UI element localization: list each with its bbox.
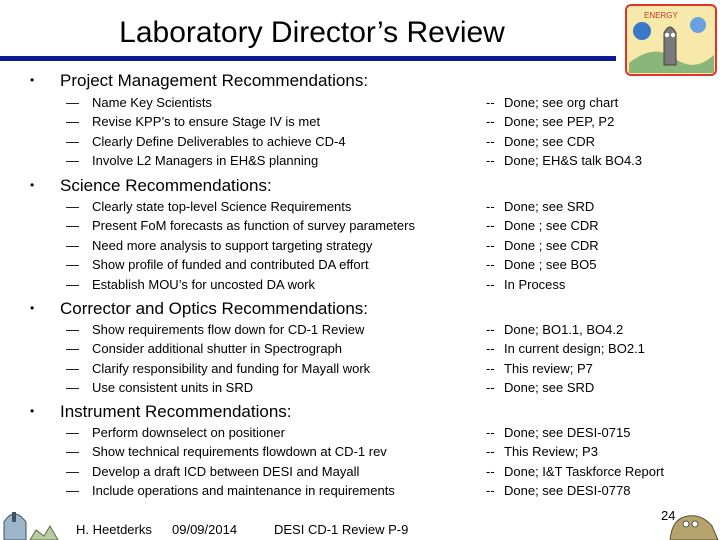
status-prefix: -- <box>486 380 495 395</box>
dash-marker: — <box>66 95 79 110</box>
slide-title: Laboratory Director’s Review <box>119 16 505 49</box>
dash-marker: — <box>66 361 79 376</box>
recommendation-status <box>486 216 599 235</box>
recommendation-status <box>486 359 593 378</box>
recommendation-status <box>486 112 614 131</box>
dash-marker: — <box>66 134 79 149</box>
status-text: Done ; see CDR <box>504 238 599 253</box>
status-text: Done; EH&S talk BO4.3 <box>504 153 643 168</box>
status-text: This Review; P3 <box>504 444 598 459</box>
status-text: Done; see SRD <box>504 380 595 395</box>
recommendation-text: Show profile of funded and contributed DA effort <box>92 257 369 272</box>
recommendation-status <box>486 197 594 216</box>
status-prefix: -- <box>486 257 495 272</box>
recommendation-item <box>66 197 351 216</box>
section-heading-text: Instrument Recommendations: <box>60 402 292 421</box>
recommendation-item <box>66 442 387 461</box>
status-prefix: -- <box>486 277 495 292</box>
recommendation-item <box>66 423 285 442</box>
section-heading <box>30 297 368 320</box>
status-text: Done; see PEP, P2 <box>504 114 615 129</box>
recommendation-item <box>66 359 370 378</box>
recommendation-status <box>486 275 565 294</box>
dash-marker: — <box>66 464 79 479</box>
section-heading <box>30 174 272 197</box>
dash-marker: — <box>66 114 79 129</box>
status-prefix: -- <box>486 199 495 214</box>
dash-marker: — <box>66 425 79 440</box>
recommendation-text: Clearly state top-level Science Requirements <box>92 199 352 214</box>
recommendation-item <box>66 339 342 358</box>
bullet-marker: • <box>30 301 35 315</box>
recommendation-status <box>486 423 630 442</box>
dash-marker: — <box>66 277 79 292</box>
recommendation-item <box>66 216 415 235</box>
recommendation-text: Use consistent units in SRD <box>92 380 254 395</box>
dash-marker: — <box>66 153 79 168</box>
page-number: 24 <box>661 508 676 523</box>
dash-marker: — <box>66 380 79 395</box>
status-prefix: -- <box>486 341 495 356</box>
dash-marker: — <box>66 483 79 498</box>
status-text: Done; see DESI-0715 <box>504 425 631 440</box>
bullet-marker: • <box>30 73 35 87</box>
recommendation-item <box>66 132 346 151</box>
dash-marker: — <box>66 257 79 272</box>
recommendation-text: Show requirements flow down for CD-1 Review <box>92 322 365 337</box>
telescope-dome-icon <box>0 496 62 540</box>
recommendation-text: Need more analysis to support targeting strategy <box>92 238 373 253</box>
status-prefix: -- <box>486 153 495 168</box>
status-text: This review; P7 <box>504 361 593 376</box>
status-prefix: -- <box>486 322 495 337</box>
status-prefix: -- <box>486 425 495 440</box>
recommendation-text: Revise KPP’s to ensure Stage IV is met <box>92 114 321 129</box>
recommendation-item <box>66 275 315 294</box>
recommendation-status <box>486 378 594 397</box>
recommendation-text: Clearly Define Deliverables to achieve CD-4 <box>92 134 346 149</box>
recommendation-item <box>66 151 318 170</box>
recommendation-text: Perform downselect on positioner <box>92 425 285 440</box>
section-heading <box>30 69 368 92</box>
recommendation-item <box>66 236 372 255</box>
status-text: Done; I&T Taskforce Report <box>504 464 664 479</box>
section-heading-text: Corrector and Optics Recommendations: <box>60 299 369 318</box>
status-prefix: -- <box>486 483 495 498</box>
section-heading-text: Science Recommendations: <box>60 176 272 195</box>
status-prefix: -- <box>486 218 495 233</box>
recommendation-status <box>486 255 597 274</box>
dash-marker: — <box>66 238 79 253</box>
recommendation-text: Involve L2 Managers in EH&S planning <box>92 153 319 168</box>
status-prefix: -- <box>486 134 495 149</box>
footer-date: 09/09/2014 <box>172 522 238 537</box>
section-heading-text: Project Management Recommendations: <box>60 71 369 90</box>
owl-mascot-icon <box>662 500 720 540</box>
recommendation-status <box>486 93 618 112</box>
title-underline <box>0 56 616 61</box>
recommendation-status <box>486 236 599 255</box>
recommendation-text: Consider additional shutter in Spectrograph <box>92 341 343 356</box>
dash-marker: — <box>66 322 79 337</box>
recommendation-status <box>486 151 642 170</box>
logo-word: ENERGY <box>644 11 678 20</box>
footer-event: DESI CD-1 Review P-9 <box>274 522 409 537</box>
dash-marker: — <box>66 199 79 214</box>
status-prefix: -- <box>486 444 495 459</box>
recommendation-item <box>66 93 212 112</box>
recommendation-text: Clarify responsibility and funding for Mayall work <box>92 361 371 376</box>
recommendation-item <box>66 320 364 339</box>
status-text: In current design; BO2.1 <box>504 341 645 356</box>
recommendation-text: Establish MOU’s for uncosted DA work <box>92 277 316 292</box>
status-text: Done ; see CDR <box>504 218 599 233</box>
status-prefix: -- <box>486 95 495 110</box>
dash-marker: — <box>66 444 79 459</box>
status-prefix: -- <box>486 114 495 129</box>
status-text: Done; see org chart <box>504 95 619 110</box>
dash-marker: — <box>66 341 79 356</box>
dash-marker: — <box>66 218 79 233</box>
recommendation-text: Include operations and maintenance in requirements <box>92 483 395 498</box>
recommendation-item <box>66 378 253 397</box>
section-heading <box>30 400 292 423</box>
owl-observatory-logo-icon <box>624 3 718 77</box>
recommendation-item <box>66 481 395 500</box>
recommendation-status <box>486 481 630 500</box>
status-prefix: -- <box>486 238 495 253</box>
bullet-marker: • <box>30 404 35 418</box>
status-prefix: -- <box>486 361 495 376</box>
recommendation-text: Present FoM forecasts as function of survey parameters <box>92 218 415 233</box>
recommendation-status <box>486 132 595 151</box>
status-text: Done; see SRD <box>504 199 595 214</box>
status-text: Done ; see BO5 <box>504 257 597 272</box>
recommendation-status <box>486 339 645 358</box>
recommendation-item <box>66 255 369 274</box>
status-text: Done; see CDR <box>504 134 596 149</box>
status-text: Done; see DESI-0778 <box>504 483 631 498</box>
recommendation-item <box>66 462 359 481</box>
recommendation-status <box>486 462 664 481</box>
recommendation-text: Name Key Scientists <box>92 95 212 110</box>
recommendation-text: Develop a draft ICD between DESI and Mayall <box>92 464 360 479</box>
status-text: Done; BO1.1, BO4.2 <box>504 322 624 337</box>
recommendation-item <box>66 112 320 131</box>
status-text: In Process <box>504 277 566 292</box>
bullet-marker: • <box>30 178 35 192</box>
recommendation-text: Show technical requirements flowdown at CD-1 rev <box>92 444 387 459</box>
recommendation-status <box>486 320 623 339</box>
status-prefix: -- <box>486 464 495 479</box>
footer-author: H. Heetderks <box>76 522 152 537</box>
recommendation-status <box>486 442 598 461</box>
